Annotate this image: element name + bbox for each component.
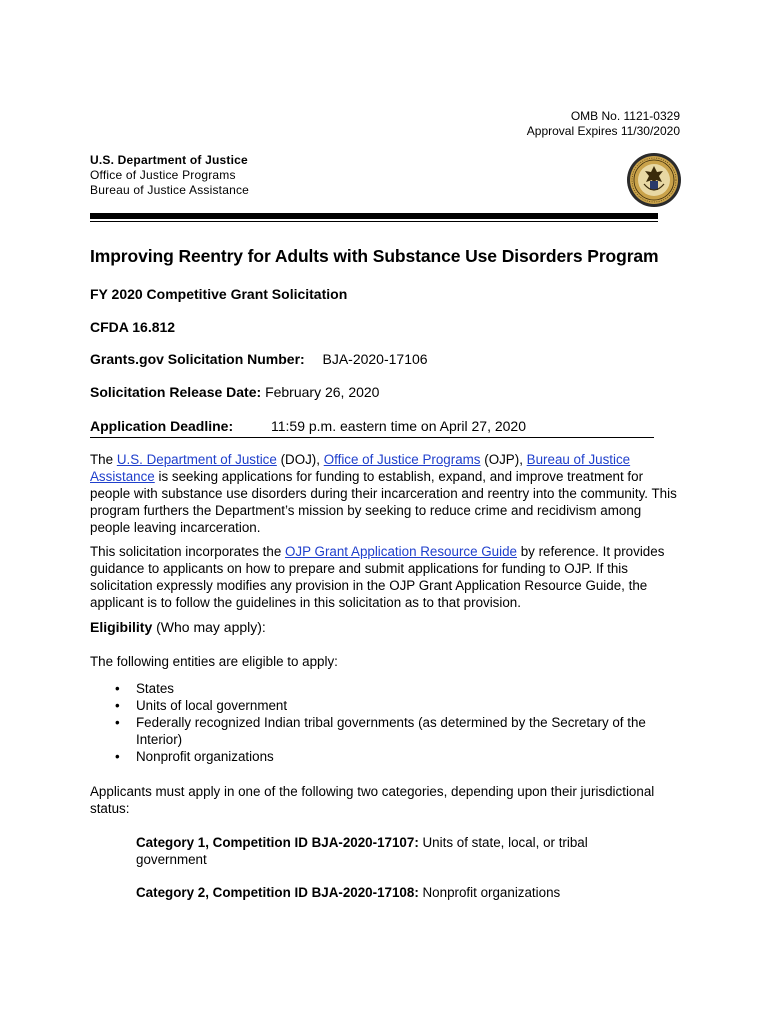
release-date-label: Solicitation Release Date: [90, 384, 262, 400]
agency-department: U.S. Department of Justice [90, 153, 248, 167]
list-item [90, 680, 680, 697]
header-thick-rule [90, 213, 658, 219]
category-1-label: Category 1, Competition ID BJA-2020-17107: [136, 835, 419, 850]
omb-number: OMB No. 1121-0329 [570, 109, 680, 123]
intro-paragraph-1 [90, 451, 678, 536]
list-item [90, 748, 680, 765]
intro-paragraph-2 [90, 543, 678, 611]
agency-block [90, 153, 249, 198]
agency-office: Office of Justice Programs [90, 168, 236, 182]
doj-link[interactable]: U.S. Department of Justice [116, 452, 277, 467]
list-item-text: Units of local government [136, 698, 288, 713]
intro-text: (DOJ), [280, 452, 320, 467]
bullet-icon: • [115, 681, 120, 696]
solicitation-number-row [90, 351, 428, 367]
approval-expires: Approval Expires 11/30/2020 [526, 124, 680, 138]
category-2-desc: Nonprofit organizations [422, 885, 561, 900]
list-item [90, 697, 680, 714]
categories-intro: Applicants must apply in one of the following two categories, depending upon their jurisdictional status: [90, 784, 655, 816]
solicitation-number-value: BJA-2020-17106 [322, 351, 428, 367]
list-item-text: Federally recognized Indian tribal governments (as determined by the Secretary of the Interior) [136, 715, 646, 747]
deadline-rule [90, 437, 654, 438]
cfda-number: CFDA 16.812 [90, 319, 176, 335]
document-title: Improving Reentry for Adults with Substance Use Disorders Program [90, 246, 659, 266]
document-subtitle: FY 2020 Competitive Grant Solicitation [90, 286, 348, 302]
intro-text: by reference. It provides guidance to applicants on how to prepare and submit applications for funding to OJP. If this solicitation expressly modifies any provision in the OJP Grant Application Resource Guide, the applicant is to follow the guidelines in this solicitation as to that provision. [90, 544, 665, 610]
category-1-desc: Units of state, local, or tribal government [136, 835, 588, 867]
bja-link[interactable]: Bureau of Justice Assistance [90, 452, 631, 484]
eligibility-intro: The following entities are eligible to apply: [90, 654, 338, 669]
bullet-icon: • [115, 715, 120, 730]
header-thin-rule [90, 221, 658, 222]
bullet-icon: • [115, 749, 120, 764]
intro-text: This solicitation incorporates the [90, 544, 282, 559]
eligible-entities-list [90, 680, 680, 765]
intro-text: The [90, 452, 114, 467]
doj-seal-icon [626, 152, 682, 208]
intro-text: is seeking applications for funding to establish, expand, and improve treatment for people with substance use disorders during their incarceration and reentry into the community. This program furthers the Department’s mission by seeking to reduce crime and recidivism among people leaving incarceration. [90, 469, 677, 535]
deadline-row [90, 418, 526, 434]
solicitation-number-label: Grants.gov Solicitation Number: [90, 351, 305, 367]
eligibility-title: Eligibility [90, 619, 153, 635]
category-2 [136, 884, 636, 901]
list-item [90, 714, 680, 748]
list-item-text: Nonprofit organizations [136, 749, 274, 764]
category-2-label: Category 2, Competition ID BJA-2020-17108: [136, 885, 419, 900]
list-item-text: States [136, 681, 174, 696]
deadline-label: Application Deadline: [90, 418, 234, 434]
eligibility-note: (Who may apply): [156, 619, 266, 635]
omb-block [527, 109, 680, 139]
resource-guide-link[interactable]: OJP Grant Application Resource Guide [285, 544, 517, 559]
release-date-value: February 26, 2020 [265, 384, 380, 400]
ojp-link[interactable]: Office of Justice Programs [323, 452, 481, 467]
agency-bureau: Bureau of Justice Assistance [90, 183, 250, 197]
intro-text: (OJP), [484, 452, 523, 467]
release-date-row [90, 384, 379, 400]
deadline-value: 11:59 p.m. eastern time on April 27, 2020 [271, 418, 527, 434]
category-1 [136, 834, 636, 868]
eligibility-heading [90, 619, 266, 635]
bullet-icon: • [115, 698, 120, 713]
